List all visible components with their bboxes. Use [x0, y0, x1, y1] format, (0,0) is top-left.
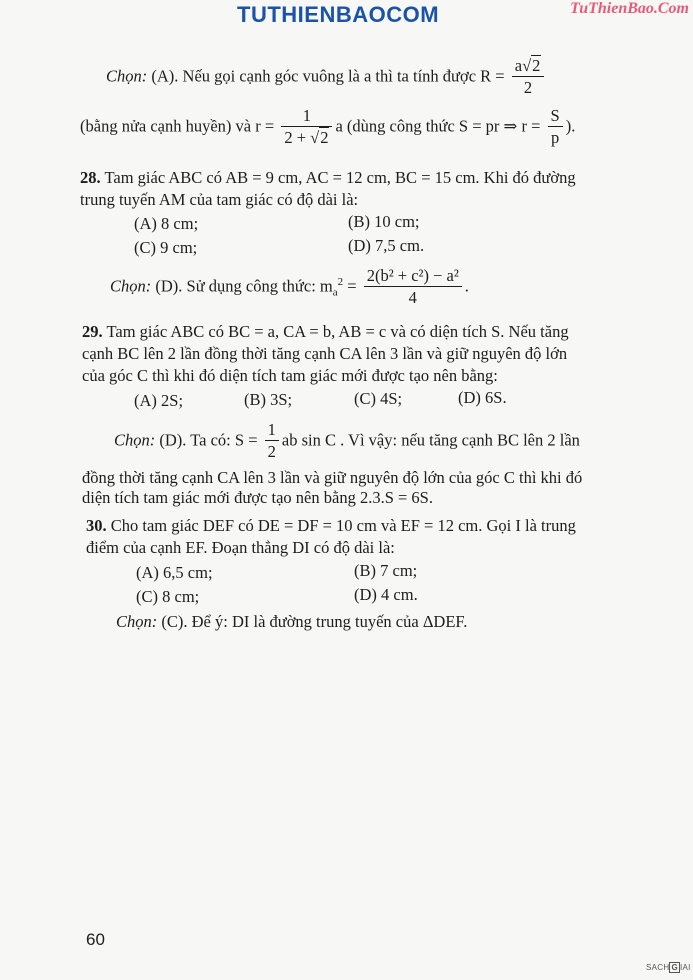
- fraction-median: [364, 266, 462, 309]
- site-header: TUTHIENBAOCOM: [237, 2, 440, 27]
- q30-option-c: (C) 8 cm;: [136, 587, 200, 606]
- q28-option-d: (D) 7,5 cm.: [348, 236, 425, 255]
- fraction-R: $\frac{a√2}{2}$: [512, 56, 545, 99]
- q29-line1: [82, 322, 569, 342]
- denominator: 4: [408, 288, 417, 307]
- q30-line1: [86, 516, 576, 536]
- q30-option-d: (D) 4 cm.: [354, 585, 418, 604]
- q28-option-b: (B) 10 cm;: [348, 212, 420, 231]
- text: (C). Để ý: DI là đường trung tuyến của ΔDEF.: [157, 612, 468, 631]
- q29-answer-line1: [114, 420, 580, 463]
- q29-option-d: (D) 6S.: [458, 388, 507, 407]
- fraction-half: $\frac{1}{2}$: [265, 420, 279, 463]
- numerator: 2(b² + c²) − a²: [364, 266, 462, 287]
- text: Cho tam giác DEF có DE = DF = 10 cm và EF = 12 cm. Gọi I là trung: [106, 516, 576, 535]
- fraction-r: $\frac{1}{2 + √2}$: [281, 106, 332, 149]
- q28-answer: Chọn: (D). Sử dụng công thức: $m_a^2$ = $\frac{\text{2(b² + c²) − a²}}{4}$ .: [110, 266, 469, 307]
- text: a (dùng công thức S = pr ⇒ r =: [335, 116, 545, 136]
- fraction-S-p: $\frac{S}{p}$: [548, 106, 563, 149]
- site-watermark: TuThienBao.Com: [570, 0, 689, 17]
- q30-option-a: (A) 6,5 cm;: [136, 563, 213, 582]
- chon-label: Chọn:: [114, 430, 156, 450]
- q29-answer-line2: đồng thời tăng cạnh CA lên 3 lần và giữ nguyên độ lớn của góc C thì khi đó: [82, 468, 583, 487]
- question-number: 29.: [82, 322, 103, 341]
- text: Tam giác ABC có AB = 9 cm, AC = 12 cm, BC = 15 cm. Khi đó đường: [100, 168, 576, 187]
- chon-label: Chọn:: [106, 66, 148, 86]
- q29-option-a: (A) 2S;: [134, 391, 184, 410]
- p27-line2: [80, 106, 575, 149]
- chon-label: Chọn:: [110, 276, 152, 296]
- q29-option-c: (C) 4S;: [354, 389, 403, 408]
- sachgiai-logo: SACH G IAI: [646, 963, 691, 972]
- q29-line2: cạnh BC lên 2 lần đồng thời tăng cạnh CA lên 3 lần và giữ nguyên độ lớn: [82, 344, 568, 363]
- text: ab sin C . Vì vậy: nếu tăng cạnh BC lên 2 lần: [281, 430, 580, 450]
- p27-line1: [106, 56, 547, 99]
- q28-option-a: (A) 8 cm;: [134, 214, 199, 233]
- q30-option-b: (B) 7 cm;: [354, 561, 418, 580]
- text: (D). Sử dụng công thức: m: [151, 276, 333, 296]
- question-number: 28.: [80, 168, 101, 187]
- text: (D). Ta có: S =: [155, 430, 262, 450]
- text: (bằng nửa cạnh huyền) và r =: [80, 116, 279, 136]
- chon-label: Chọn:: [116, 612, 158, 631]
- q29-option-b: (B) 3S;: [244, 390, 293, 409]
- q30-answer: [116, 612, 467, 632]
- page-number: 60: [86, 930, 105, 949]
- q28-option-c: (C) 9 cm;: [134, 238, 198, 257]
- q28-line2: trung tuyến AM của tam giác có độ dài là:: [80, 190, 359, 209]
- q28-line1: [80, 168, 576, 188]
- q30-line2: điểm của cạnh EF. Đoạn thẳng DI có độ dài là:: [86, 538, 395, 557]
- question-number: 30.: [86, 516, 107, 535]
- text: Tam giác ABC có BC = a, CA = b, AB = c và có diện tích S. Nếu tăng: [102, 322, 569, 341]
- q29-answer-line3: diện tích tam giác mới được tạo nên bằng 2.3.S = 6S.: [82, 488, 433, 507]
- text: (A). Nếu gọi cạnh góc vuông là a thì ta tính được R =: [147, 66, 509, 86]
- text: ).: [565, 116, 576, 136]
- q29-line3: của góc C thì khi đó diện tích tam giác mới được tạo nên bằng:: [82, 366, 498, 385]
